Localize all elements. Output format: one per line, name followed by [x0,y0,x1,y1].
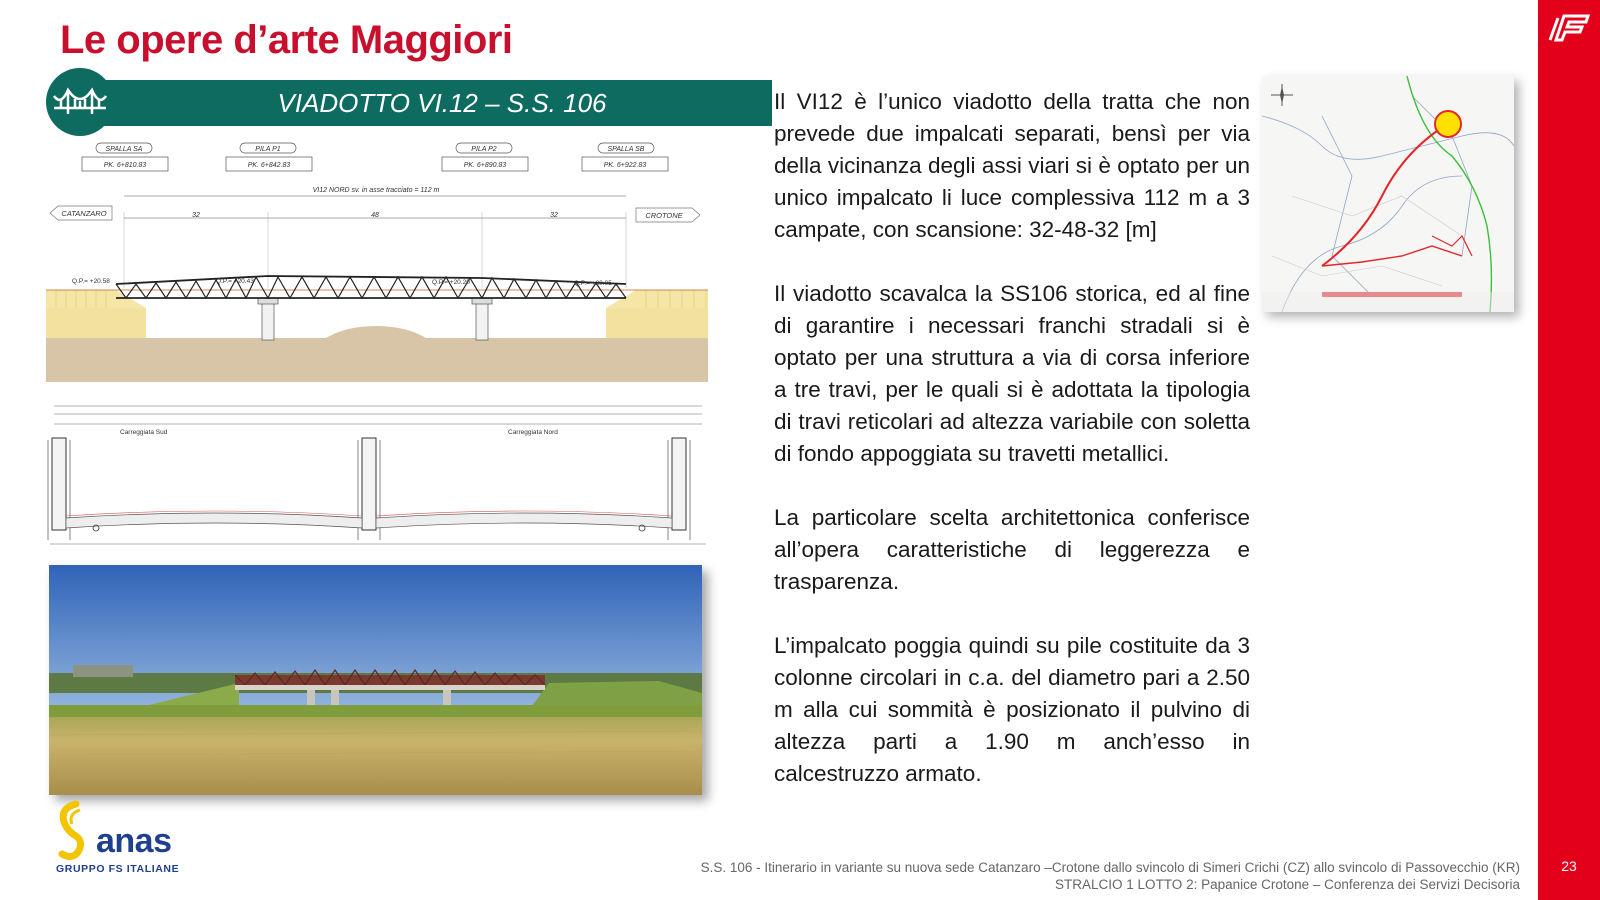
footer-line-1: S.S. 106 - Itinerario in variante su nuova sede Catanzaro –Crotone dallo svincolo di Simeri Crichi (CZ) allo svincolo di Passovecchio (KR) [700,860,1520,875]
paragraph-2: Il viadotto scavalca la SS106 storica, ed al fine di garantire i necessari franchi stradali si è optato per una struttura a via di corsa inferiore a tre travi, per le quali si è adottata la tipologia di travi reticolari ad altezza variabile con soletta di fondo appoggiata su travetti metallici. [774,281,1250,466]
bridge-icon [46,68,114,136]
span-label-3: 32 [550,212,558,219]
support-pk-2: PK. 6+842.83 [247,162,291,169]
support-name-2: PILA P1 [255,146,281,153]
paragraph-3: La particolare scelta architettonica conferisce all’opera caratteristiche di leggerezza e trasparenza. [774,505,1250,594]
carriageway-right-label: Carreggiata Nord [508,429,558,436]
location-map [1262,76,1514,312]
banner-title: VIADOTTO VI.12 – S.S. 106 [277,88,607,118]
direction-left-label: CATANZARO [61,209,107,218]
section-banner [92,80,772,126]
bridge-elevation-drawing [46,138,724,390]
banner-badge [46,68,114,136]
support-name-1: SPALLA SA [105,146,143,153]
qp-label-3: Q.P.= +20.20 [432,279,470,286]
carriageway-left-label: Carreggiata Sud [120,429,168,436]
support-labels [82,143,668,171]
side-brand-band [1538,0,1600,900]
support-name-3: PILA P2 [471,146,497,153]
bridge-cross-section-drawing [30,400,726,560]
span-label-1: 32 [192,212,200,219]
viaduct-photo [49,565,702,795]
support-pk-4: PK. 6+922.83 [603,162,647,169]
paragraph-1: Il VI12 è l’unico viadotto della tratta che non prevede due impalcati separati, bensì per via della vicinanza degli assi viari si è optato per un unico impalcato li luce complessiva 112 m a 3 campate, con scansione: 32-48-32 [m] [774,89,1250,242]
anas-wordmark: anas [96,822,172,860]
page-number: 23 [1561,858,1577,874]
fs-logo-icon [1546,10,1592,46]
paragraph-4: L’impalcato poggia quindi su pile costituite da 3 colonne circolari in c.a. del diametro pari a 2.50 m alla cui sommità è posizionato il pulvino di altezza parti a 1.90 m anch’esso in calcestruzzo armato. [774,633,1250,786]
slide-title: Le opere d’arte Maggiori [60,18,513,62]
qp-label-4: Q.P.= +20.05 [574,280,612,287]
direction-right-label: CROTONE [645,211,683,220]
total-length-label: VI12 NORD sv. in asse tracciato = 112 m [312,187,440,194]
support-pk-3: PK. 6+890.83 [463,162,507,169]
qp-label-2: Q.P.= +20.43 [216,278,254,285]
support-name-4: SPALLA SB [607,146,645,153]
span-label-2: 48 [371,212,379,219]
support-pk-1: PK. 6+810.83 [103,162,147,169]
anas-subtitle: GRUPPO FS ITALIANE [56,863,180,875]
footer-line-2: STRALCIO 1 LOTTO 2: Papanice Crotone – Conferenza dei Servizi Decisoria [1055,877,1520,892]
qp-label-1: Q.P.= +20.58 [72,278,110,285]
body-text [774,86,1250,790]
